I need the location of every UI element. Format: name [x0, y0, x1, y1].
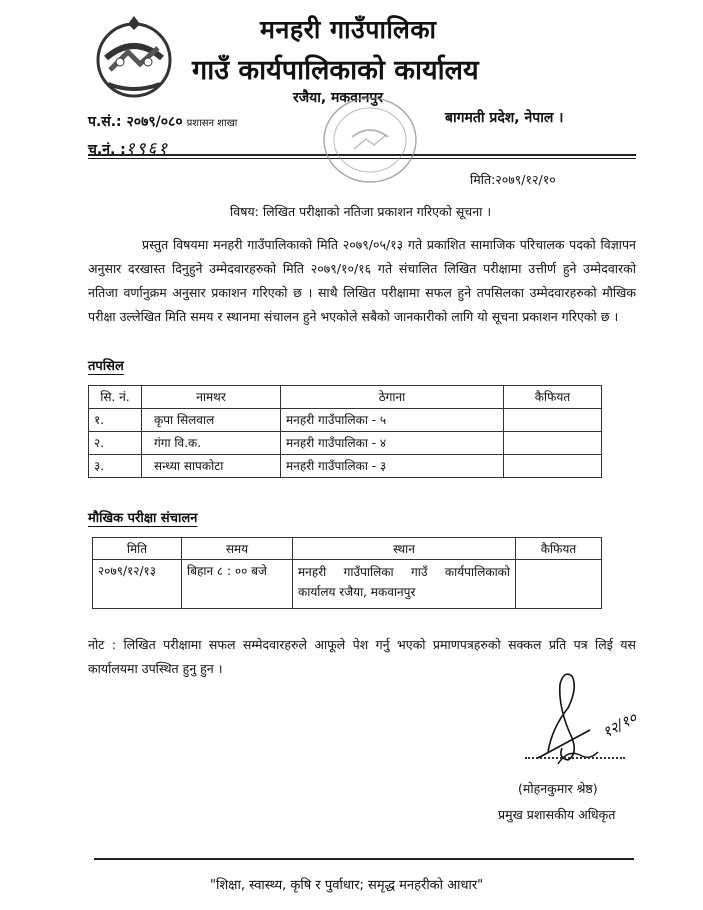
column-header: कैफियत	[504, 386, 602, 409]
results-heading: तपसिल	[88, 359, 124, 374]
office-title: गाउँ कार्यपालिकाको कार्यालय	[192, 55, 479, 86]
cell-date: २०७९/१२/१३	[93, 560, 182, 609]
cell-serial: २.	[89, 432, 142, 455]
cell-name: गंगा वि.क.	[142, 432, 281, 455]
column-header: नामथर	[142, 386, 281, 409]
cell-remarks	[504, 409, 602, 432]
interview-table	[92, 537, 602, 609]
cell-serial: ३.	[89, 455, 142, 478]
notice-body: प्रस्तुत विषयमा मनहरी गाउँपालिकाको मिति २०७९/०५/१३ गते प्रकाशित सामाजिक परिचालक पदको विज्ञापन अनुसार दरखास्त दिनुहुने उम्मेदवारहरुको मिति २०७९/१०/१६ गते संचालित लिखित परीक्षामा उत्तीर्ण हुने उम्मेदवारको नतिजा वर्णानुक्रम अनुसार प्रकाशन गरिएको छ । साथै लिखित परीक्षामा सफल हुने तपसिलका उम्मेदवारहरुको मौखिक परीक्षा उल्लेखित मिति समय र स्थानमा संचालन हुने भएकोले सबैको जानकारीको लागि यो सूचना प्रकाशन गरिएको छ ।	[88, 237, 636, 324]
table-row	[89, 455, 602, 478]
cell-time: बिहान ८ : ०० बजे	[182, 560, 293, 609]
reference-number-value: प.सं.: २०७९/०८०	[88, 114, 183, 130]
cell-remarks	[516, 560, 602, 609]
table-row	[93, 560, 602, 609]
cell-address: मनहरी गाउँपालिका - ५	[281, 409, 504, 432]
column-header: सि. नं.	[89, 386, 142, 409]
office-stamp-icon	[318, 93, 422, 187]
nepal-emblem-icon	[88, 14, 180, 100]
branch-name: प्रशासन शाखा	[186, 118, 238, 129]
office-address: रजैया, मकवानपुर	[293, 90, 384, 106]
table-header-row	[89, 386, 602, 409]
column-header: कैफियत	[516, 538, 602, 560]
cell-remarks	[504, 455, 602, 478]
footer-divider	[94, 858, 634, 860]
cell-venue: मनहरी गाउँपालिका गाउँ कार्यपालिकाको कार्यालय रजैया, मकवानपुर	[293, 560, 516, 609]
column-header: ठेगाना	[281, 386, 504, 409]
cell-name: कृपा सिलवाल	[142, 409, 281, 432]
table-row	[89, 432, 602, 455]
cell-name: सन्ध्या सापकोटा	[142, 455, 281, 478]
signature-icon	[528, 668, 668, 778]
cell-remarks	[504, 432, 602, 455]
dispatch-value: १९६१	[125, 139, 170, 159]
province-label: बागमती प्रदेश, नेपाल ।	[445, 110, 564, 126]
interview-heading: मौखिक परीक्षा संचालन	[88, 511, 198, 526]
table-header-row	[93, 538, 602, 560]
signature-date: १२/१०	[599, 708, 640, 742]
cell-address: मनहरी गाउँपालिका - ४	[281, 432, 504, 455]
cell-address: मनहरी गाउँपालिका - ३	[281, 455, 504, 478]
table-row	[89, 409, 602, 432]
note-text: नोट : लिखित परीक्षामा सफल सम्मेदवारहरुले आफूले पेश गर्नु भएको प्रमाणपत्रहरुको सक्कल प्रति पत्र लिई यस कार्यालयमा उपस्थित हुनु हुन ।	[88, 637, 636, 676]
dispatch-label: च.नं. :	[88, 142, 126, 158]
signature-line	[525, 757, 625, 759]
results-table	[88, 385, 602, 478]
reference-number	[88, 112, 237, 131]
column-header: स्थान	[293, 538, 516, 560]
column-header: समय	[182, 538, 293, 560]
footer-motto: "शिक्षा, स्वास्थ्य, कृषि र पुर्वाधार; समृद्ध मनहरीको आधार"	[210, 878, 484, 893]
notice-date: मिति:२०७९/१२/१०	[470, 172, 556, 187]
signatory-designation: प्रमुख प्रशासकीय अधिकृत	[498, 807, 616, 822]
notice-subject: विषय: लिखित परीक्षाको नतिजा प्रकाशन गरिएको सूचना ।	[230, 204, 492, 219]
cell-serial: १.	[89, 409, 142, 432]
signatory-name: (मोहनकुमार श्रेष्ठ)	[518, 781, 598, 796]
municipality-title: मनहरी गाउँपालिका	[260, 15, 437, 44]
column-header: मिति	[93, 538, 182, 560]
